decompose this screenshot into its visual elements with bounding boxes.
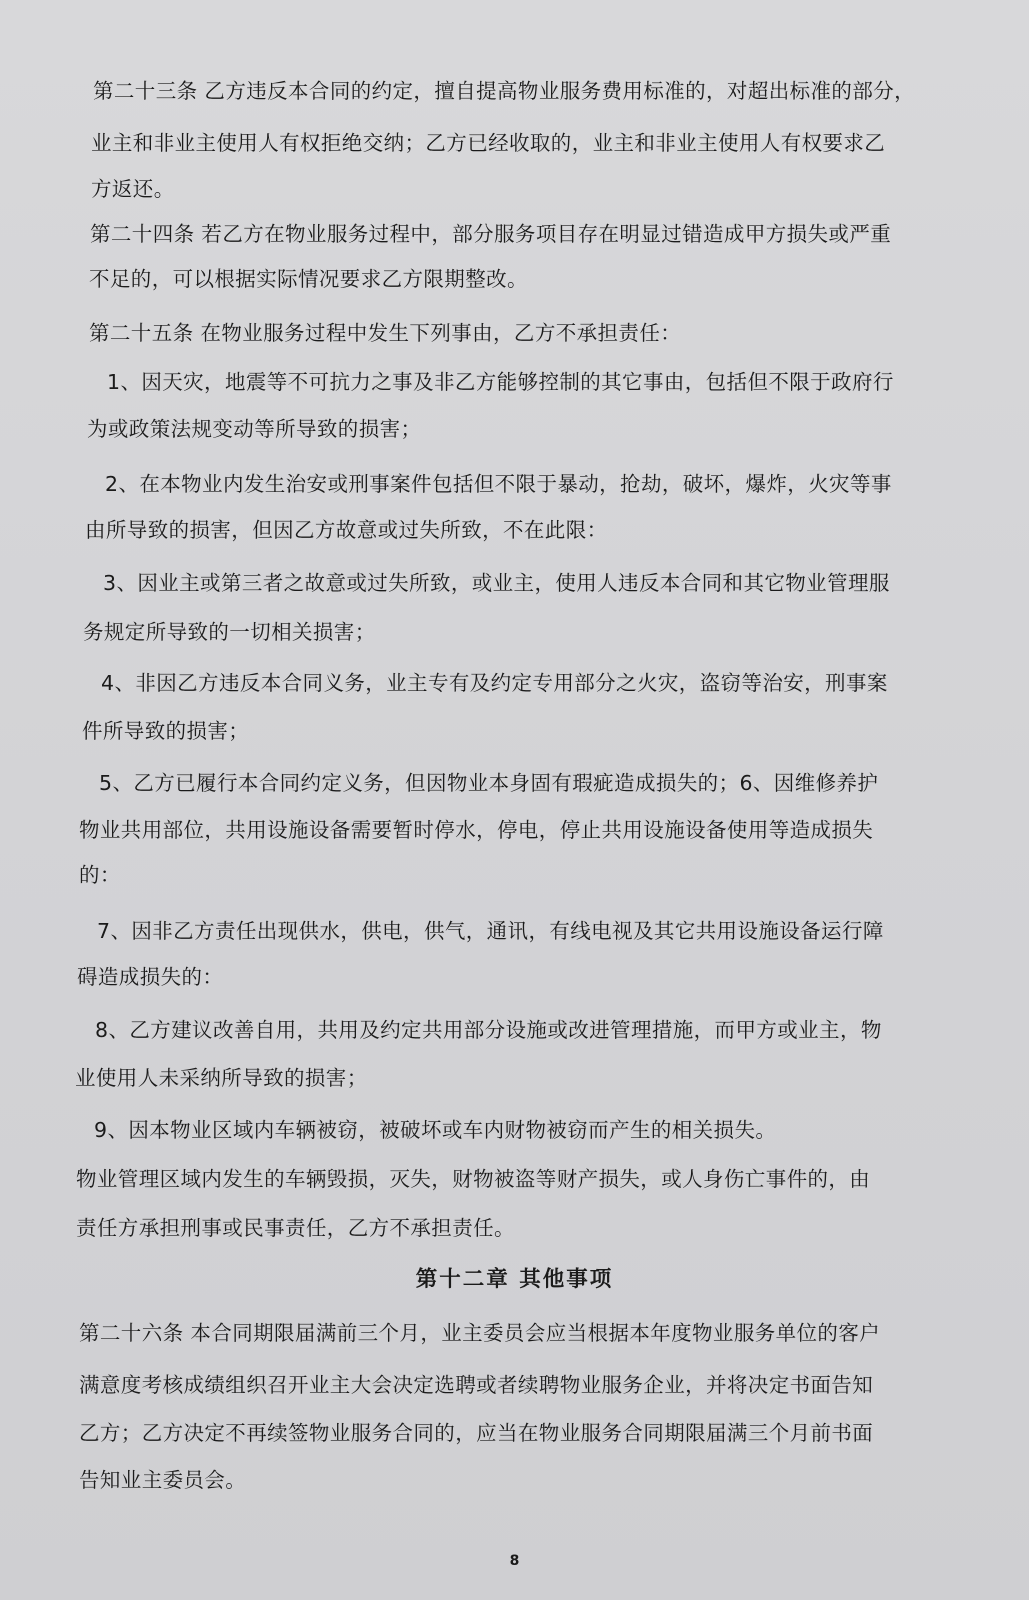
- chapter-heading: 第十二章 其他事项: [415, 1267, 614, 1292]
- text-line: 乙方；乙方决定不再续签物业服务合同的，应当在物业服务合同期限届满三个月前书面: [79, 1421, 874, 1445]
- list-item: 1、因天灾，地震等不可抗力之事及非乙方能够控制的其它事由，包括但不限于政府行: [107, 370, 894, 394]
- page-number: 8: [509, 1553, 520, 1569]
- list-item: 8、乙方建议改善自用，共用及约定共用部分设施或改进管理措施，而甲方或业主，物: [95, 1018, 882, 1042]
- list-item: 件所导致的损害；: [82, 719, 250, 743]
- list-item: 7、因非乙方责任出现供水，供电，供气，通讯，有线电视及其它共用设施设备运行障: [97, 919, 884, 943]
- list-item: 9、因本物业区域内车辆被窃，被破坏或车内财物被窃而产生的相关损失。: [94, 1118, 777, 1142]
- text-line: 第二十四条 若乙方在物业服务过程中，部分服务项目存在明显过错造成甲方损失或严重: [90, 222, 892, 246]
- text-line: 方返还。: [91, 177, 175, 201]
- list-item: 的：: [79, 863, 121, 887]
- text-line: 物业管理区域内发生的车辆毁损，灭失，财物被盗等财产损失，或人身伤亡事件的，由: [76, 1167, 871, 1191]
- text-line: 第二十六条 本合同期限届满前三个月，业主委员会应当根据本年度物业服务单位的客户: [79, 1321, 881, 1345]
- list-item: 务规定所导致的一切相关损害；: [83, 620, 376, 644]
- list-item: 业使用人未采纳所导致的损害；: [75, 1066, 368, 1090]
- list-item: 为或政策法规变动等所导致的损害；: [87, 417, 422, 441]
- list-item: 2、在本物业内发生治安或刑事案件包括但不限于暴动，抢劫，破坏，爆炸，火灾等事: [105, 472, 892, 496]
- text-line: 业主和非业主使用人有权拒绝交纳；乙方已经收取的，业主和非业主使用人有权要求乙: [91, 131, 886, 155]
- list-item: 物业共用部位，共用设施设备需要暂时停水，停电，停止共用设施设备使用等造成损失: [79, 818, 874, 842]
- text-line: 不足的，可以根据实际情况要求乙方限期整改。: [89, 267, 528, 291]
- text-line: 告知业主委员会。: [79, 1468, 247, 1492]
- text-line: 第二十三条 乙方违反本合同的约定，擅自提高物业服务费用标准的，对超出标准的部分，: [93, 79, 916, 103]
- list-item: 5、乙方已履行本合同约定义务，但因物业本身固有瑕疵造成损失的；6、因维修养护: [99, 771, 879, 795]
- text-line: 责任方承担刑事或民事责任，乙方不承担责任。: [76, 1216, 515, 1240]
- list-item: 3、因业主或第三者之故意或过失所致，或业主，使用人违反本合同和其它物业管理服: [103, 571, 890, 595]
- article-25-intro: 第二十五条 在物业服务过程中发生下列事由，乙方不承担责任：: [89, 321, 682, 345]
- list-item: 碍造成损失的：: [77, 965, 224, 989]
- list-item: 4、非因乙方违反本合同义务，业主专有及约定专用部分之火灾，盗窃等治安，刑事案: [101, 671, 888, 695]
- list-item: 由所导致的损害，但因乙方故意或过失所致，不在此限：: [85, 518, 608, 542]
- text-line: 满意度考核成绩组织召开业主大会决定选聘或者续聘物业服务企业，并将决定书面告知: [79, 1373, 874, 1397]
